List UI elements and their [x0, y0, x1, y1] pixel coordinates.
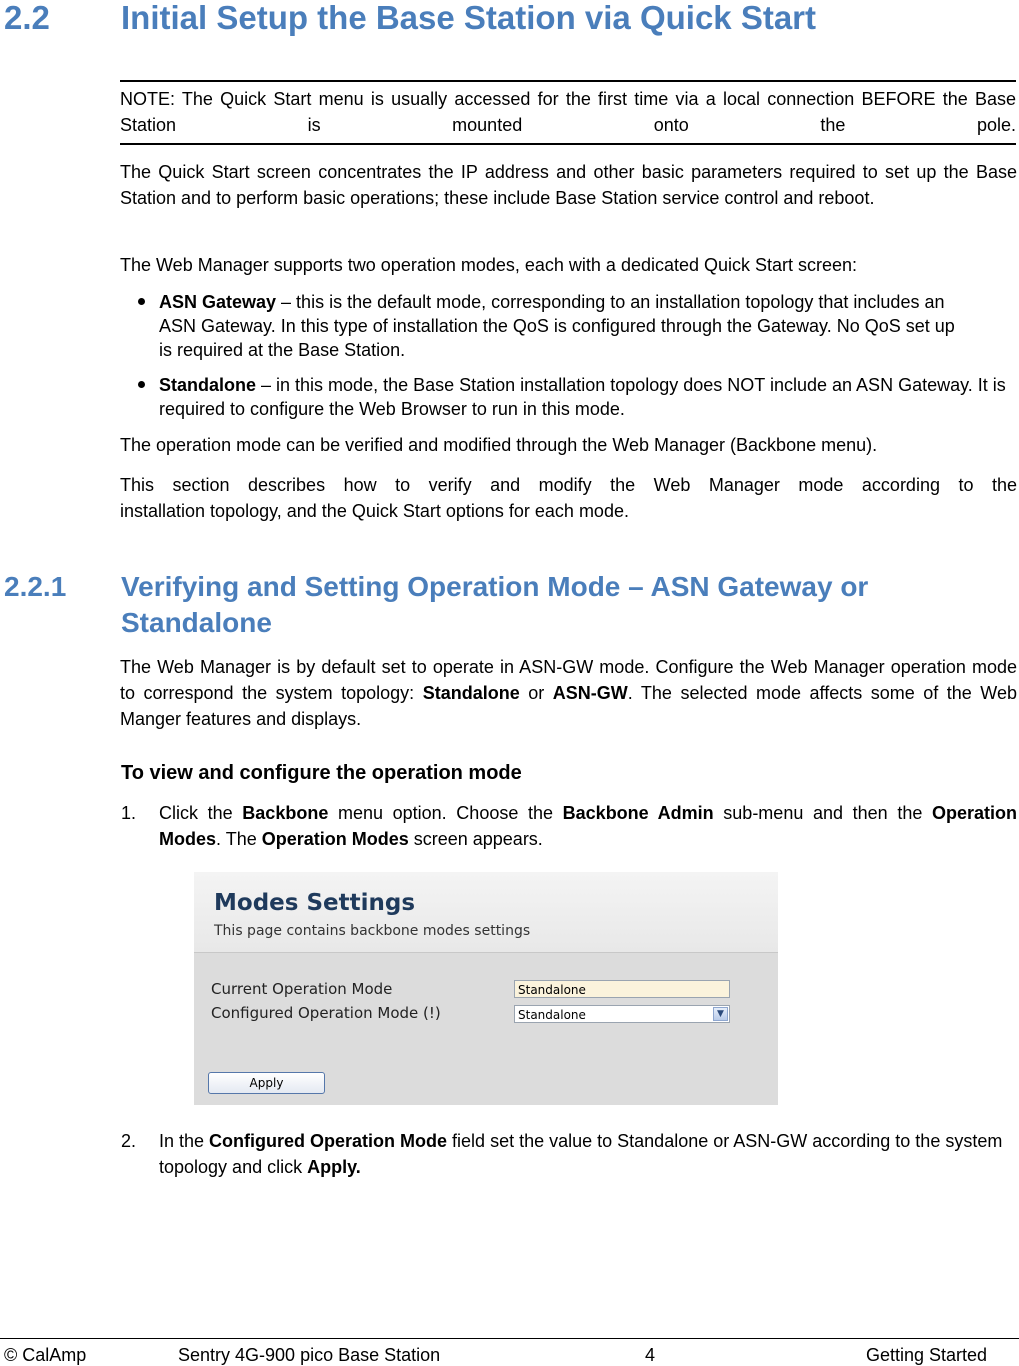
footer-divider — [0, 1338, 1019, 1339]
footer-page-number: 4 — [645, 1345, 656, 1365]
procedure-heading: To view and configure the operation mode — [121, 762, 522, 784]
step-bold: Operation Modes — [159, 803, 1017, 849]
step-text: field set the value to Standalone or ASN-GW according to the system topology and click — [159, 1131, 1003, 1177]
step-bold: Apply. — [307, 1157, 361, 1177]
footer-copyright: © CalAmp — [4, 1345, 87, 1365]
intro-paragraph: The Quick Start screen concentrates the IP address and other basic parameters required to set up the Base Station and to perform basic operations; these include Base Station service control and reboot. — [120, 162, 1017, 208]
step-number: 2. — [121, 1131, 137, 1151]
step-bold: Operation Modes — [261, 829, 409, 849]
section-number: 2.2 — [4, 0, 50, 36]
step-text: . The — [216, 829, 262, 849]
section-title: Initial Setup the Base Station via Quick Start — [121, 0, 816, 36]
bullet-standalone — [159, 373, 1017, 421]
bullet-text: – in this mode, the Base Station installation topology does NOT include an ASN Gateway. It is required to configure the Web Browser to run in this mode. — [159, 375, 1006, 419]
configured-mode-select[interactable] — [514, 1005, 730, 1023]
subsection-title — [121, 569, 1016, 641]
section-description-line1: This section describes how to verify and modify the Web Manager mode according to the — [120, 475, 1017, 495]
modes-intro-paragraph: The Web Manager supports two operation modes, each with a dedicated Quick Start screen: — [120, 255, 858, 275]
footer-product: Sentry 4G-900 pico Base Station — [178, 1345, 441, 1365]
para-text: . The selected mode affects some of the Web Manger features and displays. — [120, 683, 1017, 729]
step-text: sub-menu and then the — [713, 803, 932, 823]
subsection-number: 2.2.1 — [4, 571, 67, 602]
para-text: or — [519, 683, 553, 703]
step-text: In the — [159, 1131, 210, 1151]
chevron-down-icon[interactable]: ▼ — [713, 1007, 728, 1021]
para-bold-standalone: Standalone — [422, 683, 520, 703]
subsection-title-line2: Standalone — [121, 607, 272, 638]
modes-settings-title: Modes Settings — [214, 890, 416, 916]
bullet-text: – this is the default mode, corresponding to an installation topology that includes an ASN Gateway. In this type of installation the QoS is configured through the Gateway. No QoS set up is required at the Base Station. — [159, 292, 955, 360]
configured-mode-value: Standalone — [518, 1008, 586, 1022]
para-text: The Web Manager is by default set to operate in ASN-GW mode. Configure the Web Manager operation mode to correspond the system topology: — [120, 657, 1017, 703]
subsection-title-line1: Verifying and Setting Operation Mode – ASN Gateway or — [121, 571, 869, 602]
bullet-term: Standalone — [159, 375, 257, 395]
web-manager-mode-paragraph — [120, 654, 1017, 732]
step-bold: Backbone — [242, 803, 329, 823]
modes-settings-subtitle: This page contains backbone modes settings — [214, 923, 531, 939]
screenshot-header — [194, 872, 778, 953]
bullet-icon — [138, 381, 145, 388]
bullet-asn-gateway — [159, 290, 969, 362]
step-1-text — [159, 800, 1017, 852]
section-description-line2: installation topology, and the Quick Start options for each mode. — [120, 501, 629, 521]
step-text: screen appears. — [408, 829, 543, 849]
step-text: Click the — [159, 803, 243, 823]
step-number: 1. — [121, 803, 137, 823]
step-text: menu option. Choose the — [328, 803, 563, 823]
step-bold: Backbone Admin — [562, 803, 714, 823]
current-mode-field: Standalone — [514, 980, 730, 998]
configured-mode-label: Configured Operation Mode (!) — [211, 1004, 441, 1022]
footer-chapter: Getting Started — [866, 1345, 988, 1365]
current-mode-label: Current Operation Mode — [211, 980, 393, 998]
step-2-text — [159, 1128, 1017, 1180]
bullet-term: ASN Gateway — [159, 292, 277, 312]
modes-settings-screenshot — [194, 872, 778, 1105]
operation-mode-paragraph: The operation mode can be verified and modified through the Web Manager (Backbone menu). — [120, 435, 878, 455]
para-bold-asngw: ASN-GW — [552, 683, 628, 703]
apply-button[interactable]: Apply — [208, 1072, 325, 1094]
step-bold: Configured Operation Mode — [209, 1131, 448, 1151]
bullet-icon — [138, 298, 145, 305]
note-box: NOTE: The Quick Start menu is usually accessed for the first time via a local connection BEFORE the Base Station is mounted onto the pole. — [120, 80, 1016, 145]
